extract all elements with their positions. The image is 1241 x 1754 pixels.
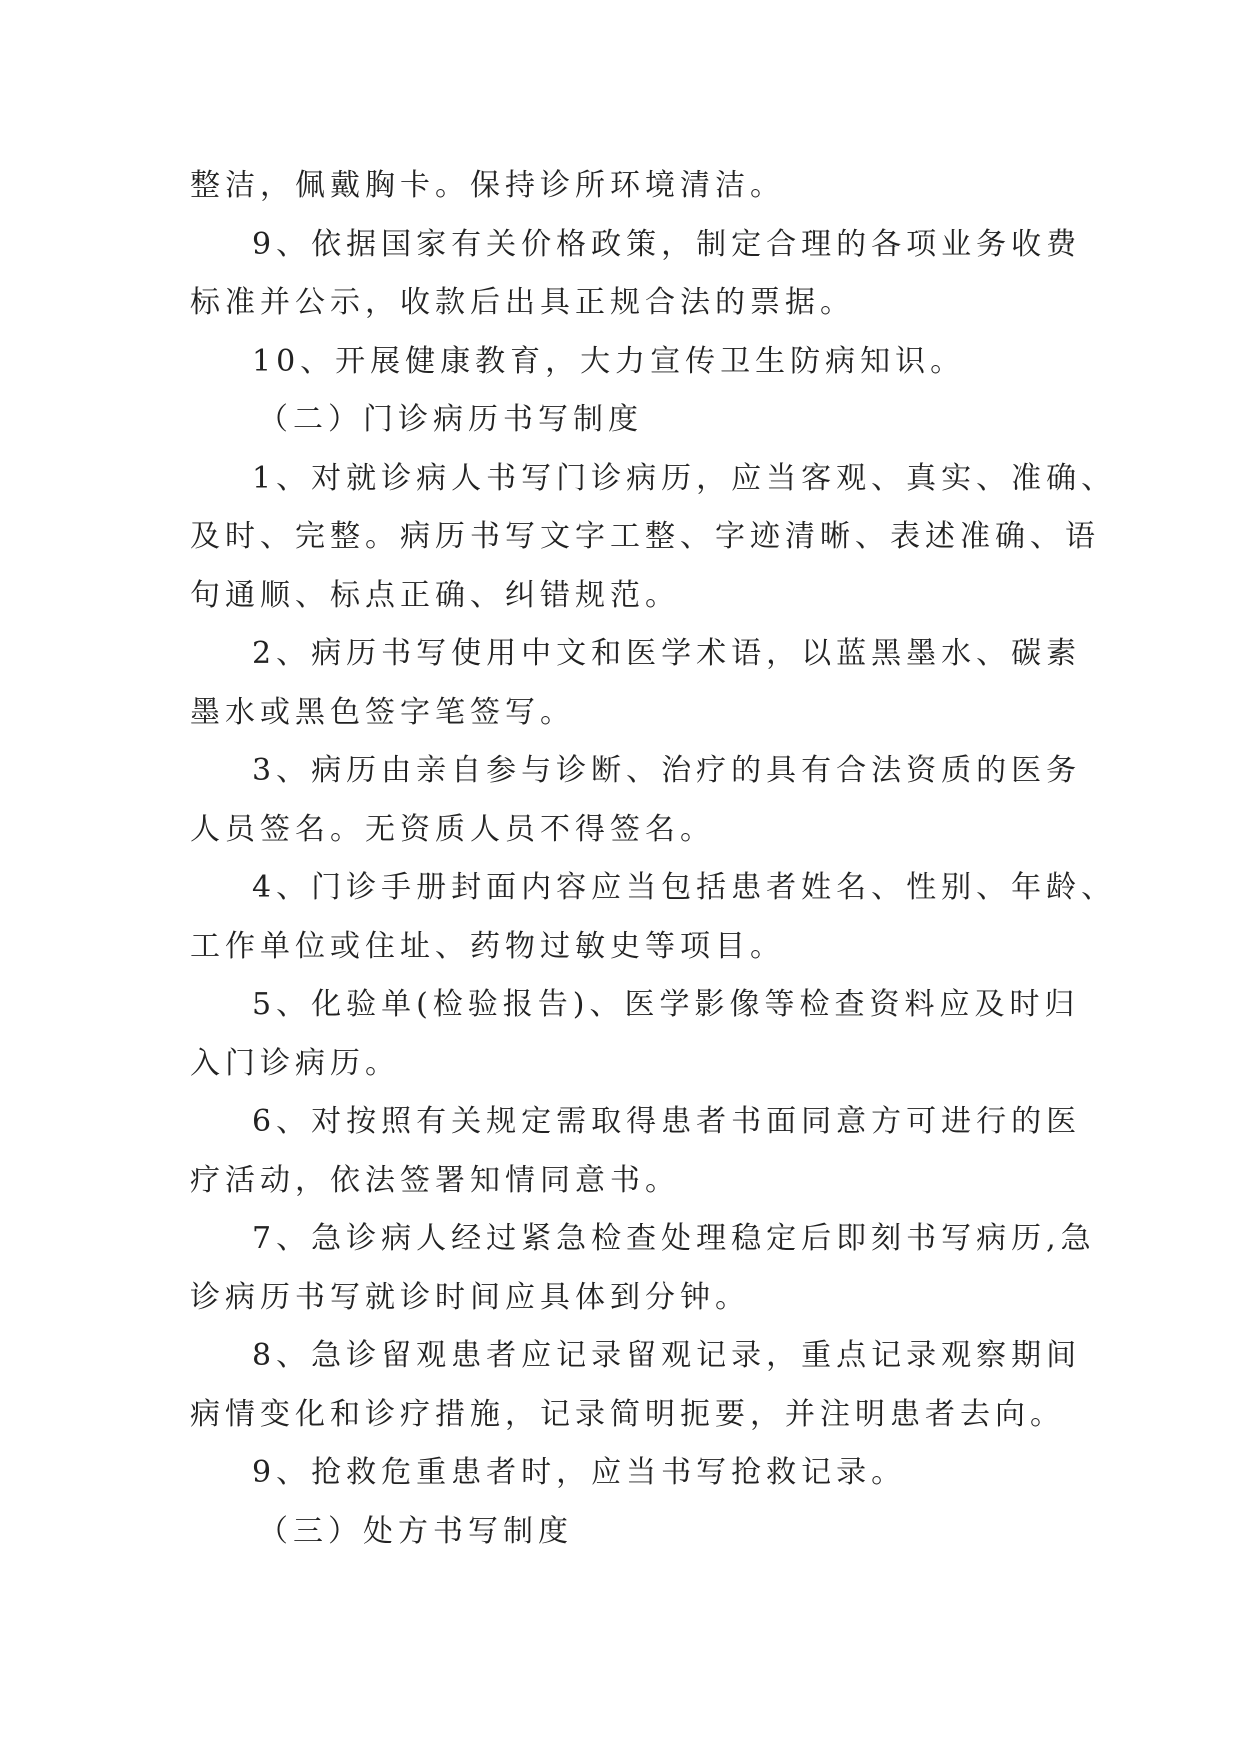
paragraph-line: 1、对就诊病人书写门诊病历，应当客观、真实、准确、 (252, 460, 1117, 496)
paragraph-line: 4、门诊手册封面内容应当包括患者姓名、性别、年龄、 (252, 870, 1117, 905)
paragraph-line: 及时、完整。病历书写文字工整、字迹清晰、表述准确、语 (190, 519, 1100, 554)
paragraph-line: 疗活动，依法签署知情同意书。 (190, 1162, 680, 1198)
paragraph-line: 人员签名。无资质人员不得签名。 (190, 811, 715, 847)
paragraph-line: 诊病历书写就诊时间应具体到分钟。 (190, 1279, 750, 1315)
paragraph-line: 入门诊病历。 (190, 1045, 400, 1081)
paragraph-line: 工作单位或住址、药物过敏史等项目。 (190, 928, 785, 964)
paragraph-line: 墨水或黑色签字笔签写。 (190, 694, 575, 730)
paragraph-line: 病情变化和诊疗措施，记录简明扼要，并注明患者去向。 (190, 1396, 1065, 1432)
paragraph-line: 5、化验单(检验报告)、医学影像等检查资料应及时归 (252, 987, 1080, 1022)
paragraph-line: 8、急诊留观患者应记录留观记录，重点记录观察期间 (252, 1338, 1082, 1373)
document-body (190, 157, 1117, 1561)
paragraph-line: 3、病历由亲自参与诊断、治疗的具有合法资质的医务 (252, 753, 1082, 788)
paragraph-line: 9、抢救危重患者时，应当书写抢救记录。 (252, 1455, 907, 1490)
paragraph-line: 10、开展健康教育，大力宣传卫生防病知识。 (252, 343, 966, 379)
section-heading: （三）处方书写制度 (258, 1513, 573, 1549)
paragraph-line: 6、对按照有关规定需取得患者书面同意方可进行的医 (252, 1104, 1082, 1139)
section-heading: （二）门诊病历书写制度 (258, 402, 643, 437)
paragraph-line: 句通顺、标点正确、纠错规范。 (190, 577, 680, 613)
paragraph-line: 2、病历书写使用中文和医学术语，以蓝黑墨水、碳素 (252, 636, 1082, 671)
paragraph-line: 整洁，佩戴胸卡。保持诊所环境清洁。 (190, 168, 785, 203)
paragraph-line: 7、急诊病人经过紧急检查处理稳定后即刻书写病历,急 (252, 1221, 1096, 1256)
paragraph-line: 9、依据国家有关价格政策，制定合理的各项业务收费 (252, 226, 1082, 262)
paragraph-line: 标准并公示，收款后出具正规合法的票据。 (190, 285, 855, 320)
